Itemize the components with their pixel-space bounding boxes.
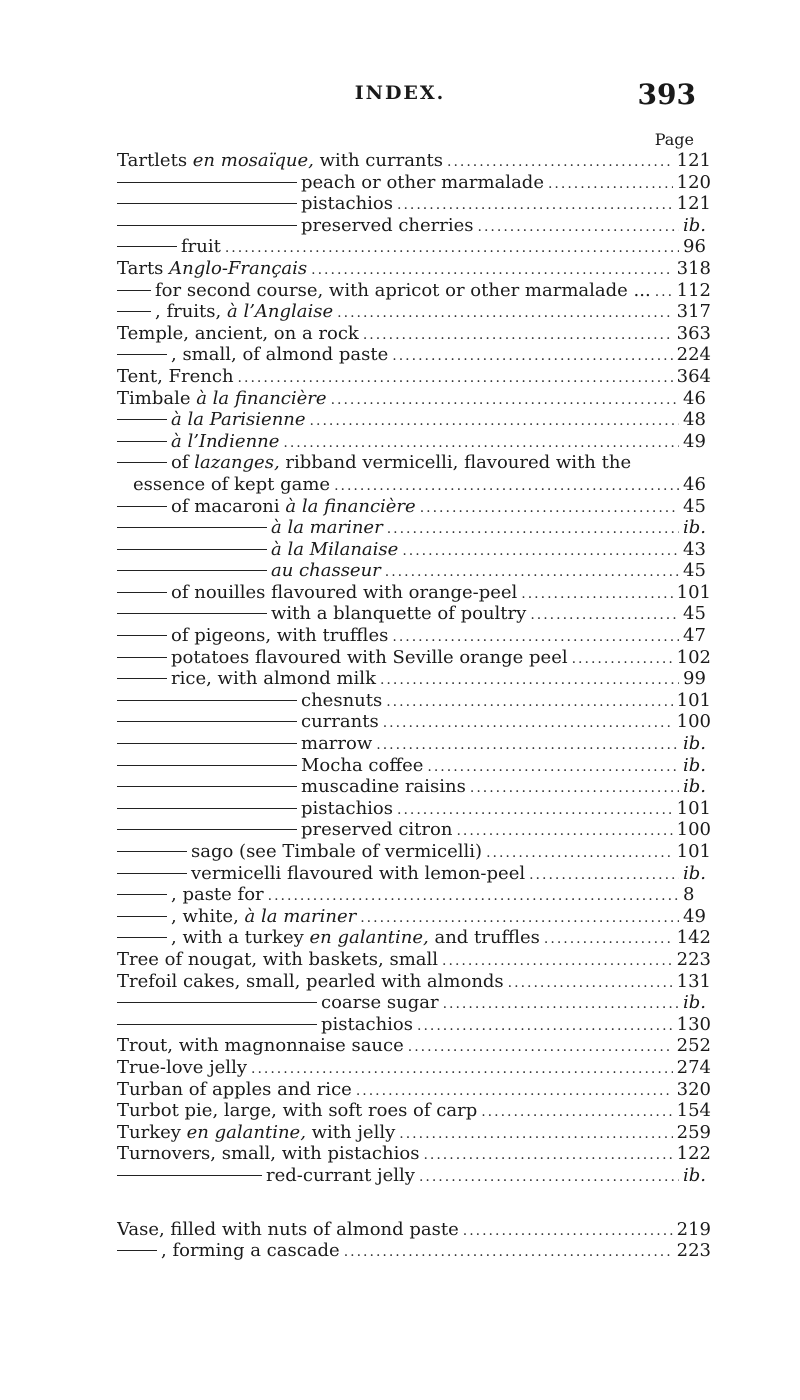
ditto-rule [117,354,167,355]
ditto-rule [117,441,167,442]
entry-page-number: 100 [676,711,711,733]
entry-text: à la Milanaise [271,538,399,560]
entry-text: Turbot pie, large, with soft roes of carp [117,1100,478,1122]
dot-leader [376,735,679,755]
entry-page-number: 49 [683,430,706,452]
index-entry [117,215,711,237]
ditto-rule [117,851,187,852]
ditto-rule [117,462,167,463]
ditto-rule [117,937,167,938]
entry-text: au chasseur [271,560,381,582]
index-entry [117,884,711,906]
entry-page-number: 45 [683,603,706,625]
dot-leader [385,562,679,582]
index-entry [117,517,711,539]
index-entry [117,150,711,172]
entry-page-number: 131 [676,970,711,992]
entry-page-number: 101 [676,581,711,603]
entry-page-number: ib. [683,776,707,798]
dot-leader [225,238,679,258]
ditto-rule [117,786,297,787]
dot-leader [344,1242,673,1262]
entry-page-number: ib. [683,862,707,884]
ditto-rule [117,419,167,420]
entry-text: chesnuts [301,689,383,711]
entry-text: Timbale à la financière [117,387,327,409]
entry-page-number: ib. [683,992,707,1014]
index-entries [117,150,711,1262]
dot-leader [508,973,673,993]
dot-leader [423,1145,672,1165]
dot-leader [463,1221,673,1241]
entry-text: vermicelli flavoured with lemon-peel [191,862,526,884]
index-entry [117,733,711,755]
index-entry [117,1165,711,1187]
ditto-rule [117,1002,317,1003]
dot-leader [521,584,672,604]
dot-leader [397,195,673,215]
entry-page-number: 223 [676,1240,711,1262]
entry-page-number: 96 [683,236,706,258]
entry-text: à l’Indienne [171,430,280,452]
entry-text: peach or other marmalade [301,171,544,193]
entry-text: preserved cherries [301,214,474,236]
entry-text: essence of kept game [133,473,331,495]
entry-page-number: 219 [676,1218,711,1240]
entry-text: of nouilles flavoured with orange-peel [171,581,518,603]
ditto-rule [117,549,267,550]
dot-leader [380,670,679,690]
index-entry [117,280,711,302]
ditto-rule [117,894,167,895]
dot-leader [392,627,679,647]
index-entry [117,949,711,971]
entry-text: with a blanquette of poultry [271,603,527,625]
entry-page-number: 318 [676,257,711,279]
entry-text: of macaroni à la financière [171,495,416,517]
ditto-rule [117,765,297,766]
entry-page-number: 317 [676,301,711,323]
entry-page-number: 101 [676,689,711,711]
index-entry [117,971,711,993]
index-entry [117,1122,711,1144]
entry-text: Trefoil cakes, small, pearled with almonds [117,970,504,992]
ditto-rule [117,743,297,744]
dot-leader [417,1016,673,1036]
dot-leader [363,325,673,345]
dot-leader [419,1167,679,1187]
entry-text: currants [301,711,379,733]
index-entry [117,1143,711,1165]
entry-text: coarse sugar [321,992,439,1014]
ditto-rule [117,203,297,204]
entry-page-number: ib. [683,733,707,755]
index-entry [117,841,711,863]
entry-text: , small, of almond paste [171,344,389,366]
index-entry [117,647,711,669]
dot-leader [402,541,679,561]
entry-text: , forming a cascade [161,1240,340,1262]
index-entry [117,1100,711,1122]
index-entry [117,798,711,820]
ditto-rule [117,613,267,614]
dot-leader [408,1037,673,1057]
entry-text: sago (see Timbale of vermicelli) [191,841,483,862]
dot-leader [530,605,679,625]
entry-page-number: 101 [676,797,711,819]
index-entry [117,1014,711,1036]
index-entry [117,863,711,885]
dot-leader [311,260,672,280]
index-entry [117,388,711,410]
dot-leader [387,519,679,539]
index-entry [117,711,711,733]
ditto-rule [117,700,297,701]
dot-leader [334,476,679,496]
entry-text: , fruits, à l’Anglaise [155,301,334,323]
entry-text: for second course, with apricot or other marmalade ... [155,279,651,301]
ditto-rule [117,225,297,226]
index-entry [117,1219,711,1241]
entry-text: fruit [181,236,221,258]
entry-page-number: 364 [676,365,711,387]
index-entry [117,323,711,345]
entry-text: Tarts Anglo-Français [117,257,308,279]
ditto-rule [117,1024,317,1025]
entry-page-number: ib. [683,517,707,539]
ditto-rule [117,506,167,507]
ditto-rule [117,527,267,528]
dot-leader [392,346,672,366]
dot-leader [331,390,679,410]
entry-page-number: 112 [676,279,711,301]
index-entry [117,409,711,431]
entry-page-number: 274 [676,1056,711,1078]
entry-page-number: 100 [676,819,711,841]
index-entry [117,1057,711,1079]
index-entry [117,496,711,518]
entry-page-number: ib. [683,1164,707,1186]
dot-leader [529,865,679,885]
dot-leader [486,843,673,863]
ditto-rule [117,592,167,593]
entry-page-number: 224 [676,344,711,366]
dot-leader [544,929,673,949]
entry-page-number: 154 [676,1100,711,1122]
index-entry [117,603,711,625]
entry-page-number: 120 [676,171,711,193]
index-entry [117,582,711,604]
entry-page-number: 45 [683,495,706,517]
page-column-label: Page [654,130,694,149]
dot-leader [470,778,679,798]
entry-text: Mocha coffee [301,754,424,776]
entry-text: preserved citron [301,819,453,841]
entry-page-number: 46 [683,387,706,409]
dot-leader [356,1081,673,1101]
dot-leader [442,951,673,971]
entry-page-number: 43 [683,538,706,560]
entry-page-number: 122 [676,1143,711,1165]
entry-text: Trout, with magnonnaise sauce [117,1035,404,1057]
dot-leader [337,303,672,323]
index-entry [117,560,711,582]
dot-leader [386,692,672,712]
index-entry [117,906,711,928]
index-entry [117,776,711,798]
entry-text: of pigeons, with truffles [171,625,389,647]
entry-page-number: ib. [683,754,707,776]
entry-text: of lazanges, ribband vermicelli, flavoured with the [171,452,632,474]
ditto-rule [117,916,167,917]
page-number: 393 [637,78,696,111]
ditto-rule [117,829,297,830]
dot-leader [268,886,679,906]
entry-text: marrow [301,733,373,755]
entry-text: pistachios [301,797,393,819]
index-entry [117,452,711,474]
index-entry [117,474,711,496]
ditto-rule [117,182,297,183]
ditto-rule [117,808,297,809]
entry-page-number: 130 [676,1013,711,1035]
entry-text: Temple, ancient, on a rock [117,322,359,344]
entry-page-number: 363 [676,322,711,344]
index-entry [117,258,711,280]
entry-text: à la Parisienne [171,409,306,431]
entry-text: Tent, French [117,365,234,387]
entry-text: potatoes flavoured with Seville orange peel [171,646,568,668]
entry-text: pistachios [321,1013,413,1035]
dot-leader [478,217,679,237]
ditto-rule [117,635,167,636]
index-entry [117,1079,711,1101]
index-entry [117,344,711,366]
ditto-rule [117,570,267,571]
entry-text: Turnovers, small, with pistachios [117,1143,420,1165]
index-entry [117,539,711,561]
entry-page-number: 121 [676,150,711,171]
entry-text: pistachios [301,193,393,215]
entry-page-number: 121 [676,193,711,215]
entry-text: red-currant jelly [266,1164,415,1186]
ditto-rule [117,721,297,722]
index-entry [117,301,711,323]
dot-leader [572,649,673,669]
entry-page-number: 8 [683,884,695,906]
entry-page-number: 320 [676,1078,711,1100]
entry-page-number: 47 [683,625,706,647]
entry-text: , white, à la mariner [171,905,357,927]
index-entry [117,1035,711,1057]
dot-leader [397,800,673,820]
entry-text: Tartlets en mosaïque, with currants [117,150,443,171]
entry-text: Tree of nougat, with baskets, small [117,948,439,970]
entry-page-number: ib. [683,214,707,236]
entry-page-number: 259 [676,1121,711,1143]
index-entry [117,366,711,388]
index-entry [117,927,711,949]
index-entry [117,1240,711,1262]
dot-leader [427,757,679,777]
index-entry [117,625,711,647]
entry-page-number: 48 [683,409,706,431]
ditto-rule [117,1175,262,1176]
ditto-rule [117,1250,157,1251]
dot-leader [447,152,673,172]
index-entry [117,819,711,841]
entry-text: Vase, filled with nuts of almond paste [117,1218,459,1240]
dot-leader [548,174,673,194]
dot-leader [655,282,673,302]
entry-page-number: 46 [683,473,706,495]
dot-leader [360,908,679,928]
dot-leader [443,994,679,1014]
entry-page-number: 99 [683,668,706,690]
dot-leader [310,411,679,431]
ditto-rule [117,678,167,679]
ditto-rule [117,246,177,247]
entry-page-number: 102 [676,646,711,668]
dot-leader [420,498,679,518]
index-entry [117,755,711,777]
dot-leader [283,433,679,453]
entry-text: rice, with almond milk [171,668,376,690]
dot-leader [383,713,673,733]
entry-text: , with a turkey en galantine, and truffles [171,927,540,949]
index-entry [117,431,711,453]
entry-page-number: 49 [683,905,706,927]
entry-text: à la mariner [271,517,383,539]
entry-page-number: 142 [676,927,711,949]
index-entry [117,236,711,258]
dot-leader [456,821,672,841]
ditto-rule [117,657,167,658]
dot-leader [481,1102,672,1122]
ditto-rule [117,290,151,291]
index-entry [117,992,711,1014]
index-entry [117,172,711,194]
dot-leader [251,1059,673,1079]
ditto-rule [117,873,187,874]
entry-text: muscadine raisins [301,776,466,798]
ditto-rule [117,311,151,312]
dot-leader [399,1124,672,1144]
entry-text: Turban of apples and rice [117,1078,352,1100]
entry-page-number: 101 [676,841,711,862]
entry-page-number: 252 [676,1035,711,1057]
dot-leader [238,368,673,388]
index-entry [117,690,711,712]
index-entry [117,668,711,690]
entry-text: Turkey en galantine, with jelly [117,1121,396,1143]
entry-text: , paste for [171,884,264,906]
entry-text: True-love jelly [117,1056,247,1078]
entry-page-number: 45 [683,560,706,582]
entry-page-number: 223 [676,948,711,970]
running-head-title: INDEX. [354,82,446,104]
index-entry [117,193,711,215]
